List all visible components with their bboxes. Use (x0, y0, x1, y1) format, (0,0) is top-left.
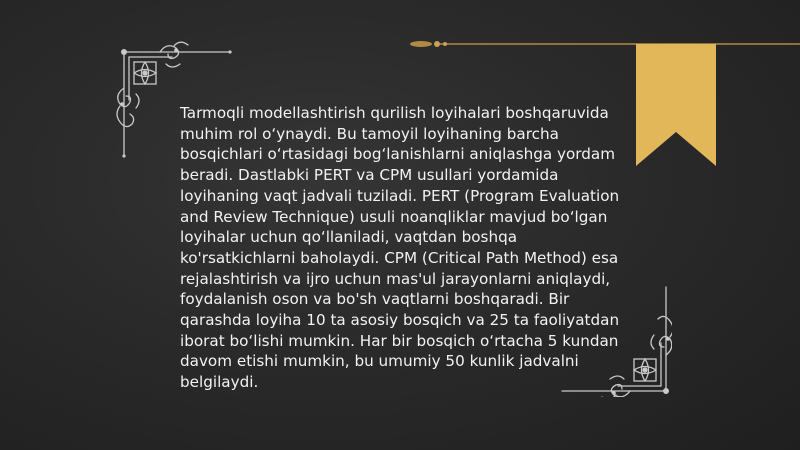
slide-body-text: Tarmoqli modellashtirish qurilish loyihalari boshqaruvida muhim rol o‘ynaydi. Bu tamoyil loyihaning barcha bosqichlari o‘rtasidagi bog‘lanishlarni aniqlashga yordam beradi. Dastlabki PERT va CPM usullari yordamida loyihaning vaqt jadvali tuziladi. PERT (Program Evaluation and Review Technique) usuli noanqliklar mavjud bo‘lgan loyihalar uchun qo‘llaniladi, vaqtdan boshqa ko'rsatkichlarni baholaydi. CPM (Critical Path Method) esa rejalashtirish va ijro uchun mas'ul jarayonlarni aniqlaydi, foydalanish oson va bo'sh vaqtlarni boshqaradi. Bir qarashda loyiha 10 ta asosiy bosqich va 25 ta faoliyatdan iborat bo‘lishi mumkin. Har bir bosqich o‘rtacha 5 kundan davom etishi mumkin, bu umumiy 50 kunlik jadvalni belgilaydi. (180, 104, 620, 392)
gold-rule-icon (405, 36, 800, 52)
bookmark-ribbon-icon (636, 44, 716, 166)
